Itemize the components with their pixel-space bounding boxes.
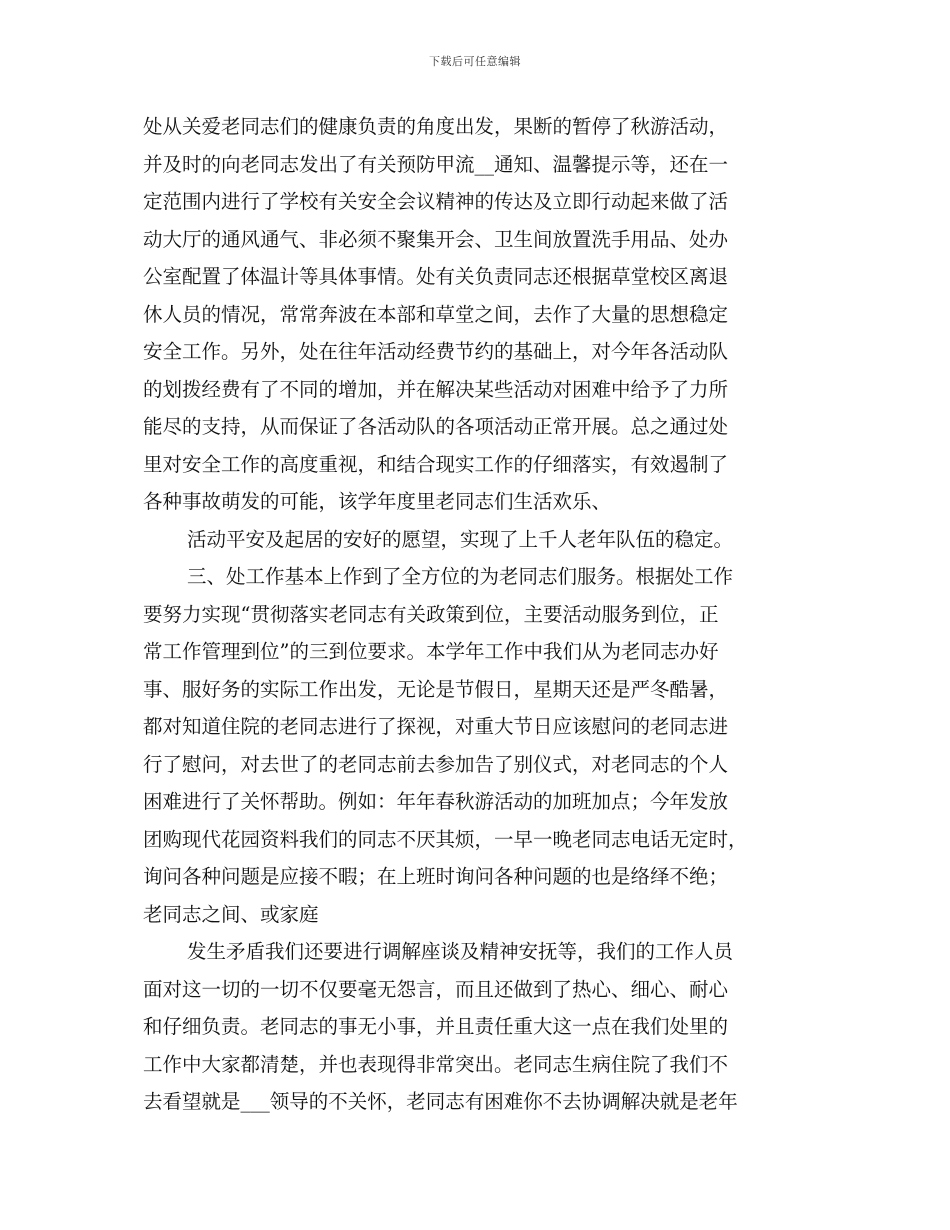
text-line: 团购现代花园资料我们的同志不厌其烦，一早一晚老同志电话无定时， [143,827,748,851]
text-line: 里对安全工作的高度重视，和结合现实工作的仔细落实，有效遏制了 [143,452,729,476]
text-line: 困难进行了关怀帮助。例如：年年春秋游活动的加班加点；今年发放 [143,790,729,813]
text-line: 都对知道住院的老同志进行了探视，对重大节日应该慰问的老同志进 [143,715,729,738]
text-line: 安全工作。另外，处在往年活动经费节约的基础上，对今年各活动队 [143,340,729,363]
text-line: 公室配置了体温计等具体事情。处有关负责同志还根据草堂校区离退 [143,265,729,288]
text-line: 工作中大家都清楚，并也表现得非常突出。老同志生病住院了我们不 [143,1052,729,1076]
text-line: 休人员的情况，常常奔波在本部和草堂之间，去作了大量的思想稳定 [143,302,729,326]
page-header: 下载后可任意编辑 [429,55,521,68]
text-line: 事、服好务的实际工作出发，无论是节假日，星期天还是严冬酷暑， [143,677,729,701]
text-line: 定范围内进行了学校有关安全会议精神的传达及立即行动起来做了活 [143,190,729,213]
text-line: 处从关爱老同志们的健康负责的角度出发，果断的暂停了秋游活动， [143,115,729,138]
body-text [143,108,823,1121]
text-line: 去看望就是___领导的不关怀，老同志有困难你不去协调解决就是老年 [143,1090,738,1113]
text-line: 常工作管理到位”的三到位要求。本学年工作中我们从为老同志办好 [143,640,719,663]
text-line: 发生矛盾我们还要进行调解座谈及精神安抚等，我们的工作人员 [187,940,734,963]
text-line: 三、处工作基本上作到了全方位的为老同志们服务。根据处工作 [187,565,734,588]
text-line: 能尽的支持，从而保证了各活动队的各项活动正常开展。总之通过处 [143,415,729,438]
text-line: 老同志之间、或家庭 [143,902,319,926]
text-line: 行了慰问，对去世了的老同志前去参加告了别仪式，对老同志的个人 [143,752,729,776]
text-line: 活动平安及起居的安好的愿望，实现了上千人老年队伍的稳定。 [187,527,734,551]
text-line: 的划拨经费有了不同的增加，并在解决某些活动对困难中给予了力所 [143,377,729,401]
text-line: 询问各种问题是应接不暇；在上班时询问各种问题的也是络绎不绝； [143,865,729,888]
text-line: 面对这一切的一切不仅要毫无怨言，而且还做到了热心、细心、耐心 [143,977,729,1001]
text-line: 并及时的向老同志发出了有关预防甲流__通知、温馨提示等，还在一 [143,152,729,176]
text-line: 和仔细负责。老同志的事无小事，并且责任重大这一点在我们处里的 [143,1015,729,1038]
text-line: 要努力实现“贯彻落实老同志有关政策到位，主要活动服务到位，正 [143,602,719,626]
text-line: 动大厅的通风通气、非必须不聚集开会、卫生间放置洗手用品、处办 [143,227,729,251]
text-line: 各种事故萌发的可能，该学年度里老同志们生活欢乐、 [143,490,612,513]
